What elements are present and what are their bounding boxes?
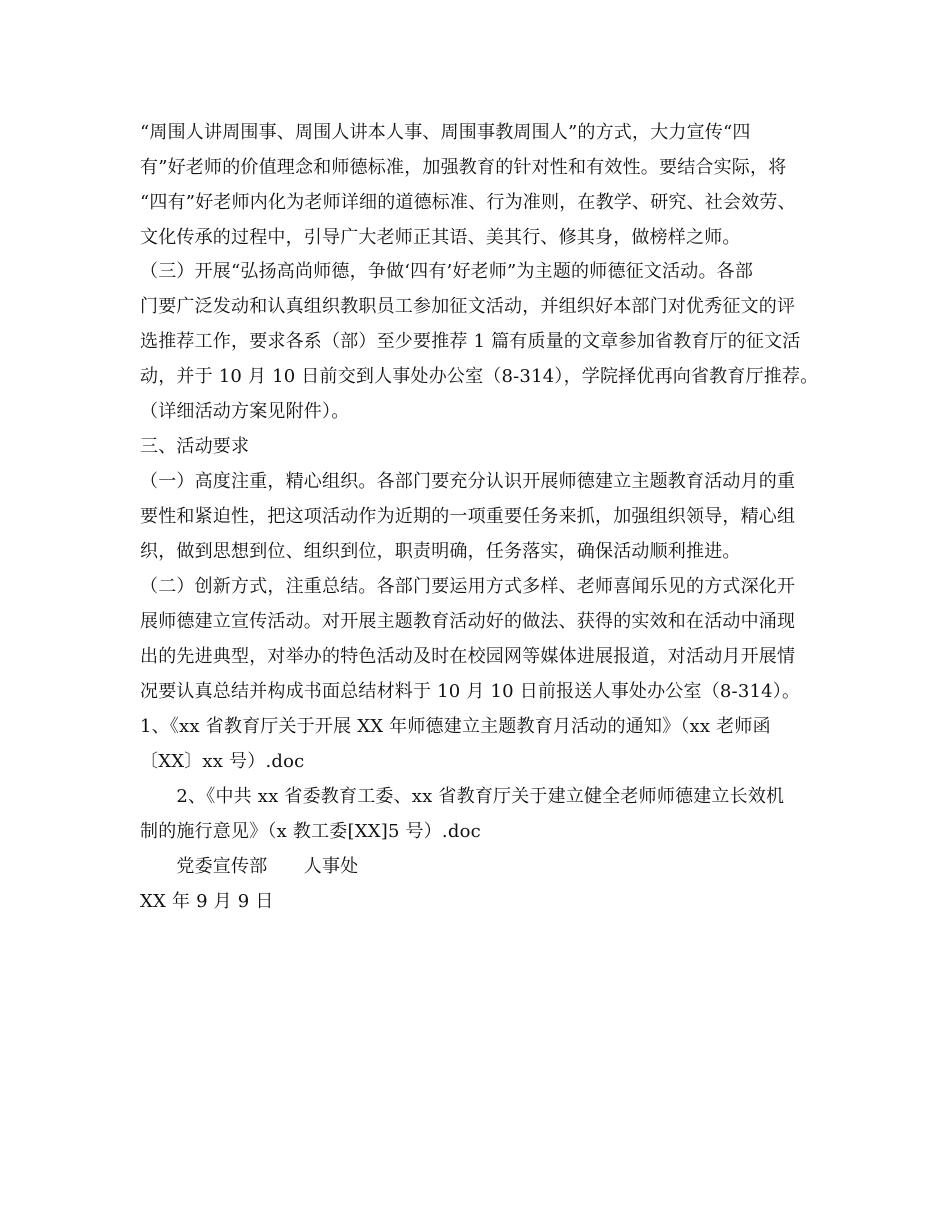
paragraph-line: 织，做到思想到位、组织到位，职责明确，任务落实，确保活动顺利推进。 (140, 541, 741, 562)
date-line: XX 年 9 月 9 日 (140, 891, 274, 912)
attachment-line: 1、《xx 省教育厅关于开展 XX 年师德建立主题教育月活动的通知》（xx 老师函 (140, 716, 771, 737)
attachment-line: 〔XX〕xx 号）.doc (140, 751, 305, 772)
paragraph-line: “四有”好老师内化为老师详细的道德标准、行为准则，在教学、研究、社会效劳、 (140, 192, 796, 213)
attachment-line: 2、《中共 xx 省委教育工委、xx 省教育厅关于建立健全老师师德建立长效机 (140, 786, 785, 807)
section-heading: 三、活动要求 (140, 436, 250, 457)
paragraph-line: 门要广泛发动和认真组织教职员工参加征文活动，并组织好本部门对优秀征文的评 (140, 296, 796, 317)
paragraph-line: 动，并于 10 月 10 日前交到人事处办公室（8-314），学院择优再向省教育厅推荐。 (140, 366, 819, 387)
paragraph-line: “周围人讲周围事、周围人讲本人事、周围事教周围人”的方式，大力宣传“四 (140, 122, 751, 143)
paragraph-line: （详细活动方案见附件）。 (140, 401, 350, 422)
paragraph-line: 文化传承的过程中，引导广大老师正其语、美其行、修其身，做榜样之师。 (140, 227, 741, 248)
paragraph-line: 有”好老师的价值理念和师德标准，加强教育的针对性和有效性。要结合实际，将 (140, 157, 787, 178)
attachment-line: 制的施行意见》（x 教工委[XX]5 号）.doc (140, 821, 481, 842)
paragraph-line: （二）创新方式，注重总结。各部门要运用方式多样、老师喜闻乐见的方式深化开 (140, 576, 796, 597)
paragraph-line: （三）开展“弘扬高尚师德，争做‘四有’好老师”为主题的师德征文活动。各部 (140, 261, 754, 282)
paragraph-line: 出的先进典型，对举办的特色活动及时在校园网等媒体进展报道，对活动月开展情 (140, 646, 796, 667)
signature-line: 党委宣传部 人事处 (140, 856, 359, 877)
paragraph-line: 况要认真总结并构成书面总结材料于 10 月 10 日前报送人事处办公室（8-314）。 (140, 681, 801, 702)
paragraph-line: （一）高度注重，精心组织。各部门要充分认识开展师德建立主题教育活动月的重 (140, 471, 796, 492)
paragraph-line: 展师德建立宣传活动。对开展主题教育活动好的做法、获得的实效和在活动中涌现 (140, 611, 796, 632)
paragraph-line: 要性和紧迫性，把这项活动作为近期的一项重要任务来抓，加强组织领导，精心组 (140, 506, 796, 527)
paragraph-line: 选推荐工作，要求各系（部）至少要推荐 1 篇有质量的文章参加省教育厅的征文活 (140, 331, 801, 352)
